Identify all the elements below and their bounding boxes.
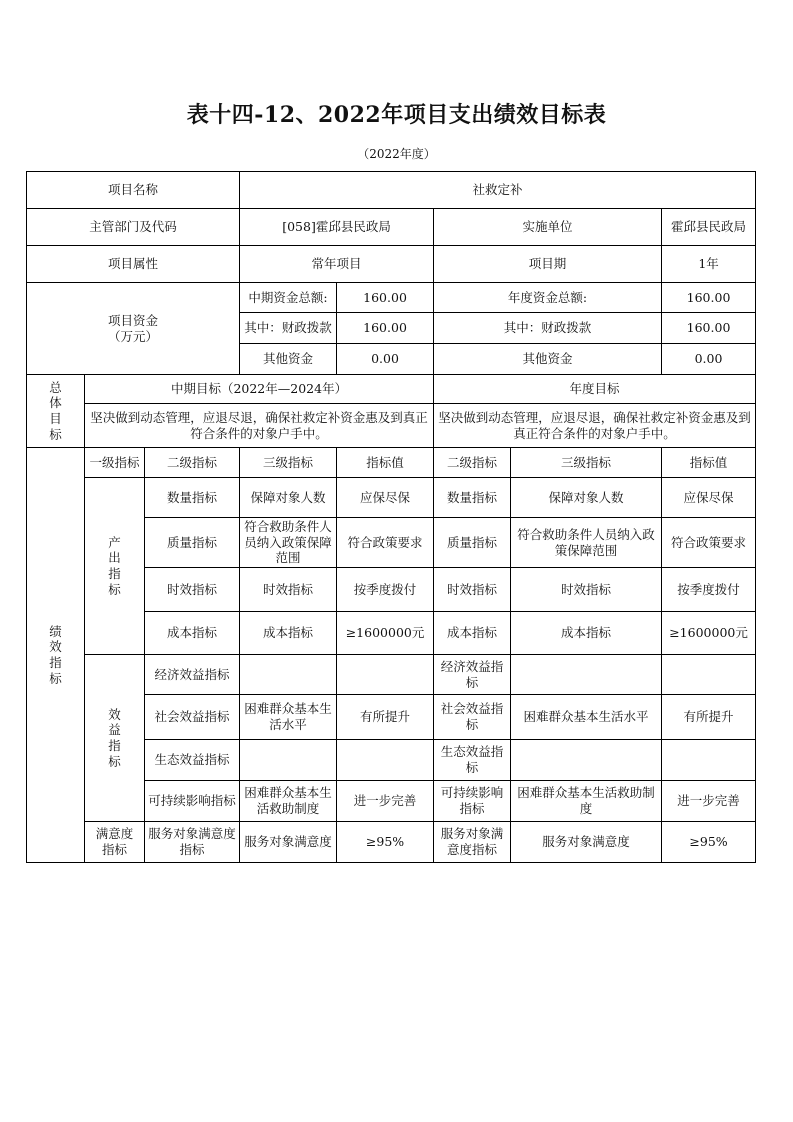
page-subtitle: （2022年度） [357,147,436,161]
indicator-value-annual [662,740,756,781]
indicator-l3-annual: 时效指标 [511,568,662,612]
performance-goal-table [26,171,756,863]
indicator-l3-annual: 符合救助条件人员纳入政策保障范围 [511,518,662,568]
mid-fiscal-value: 160.00 [337,313,434,344]
indicator-row [27,478,756,518]
year-other-label: 其他资金 [434,344,662,375]
header-level2: 二级指标 [145,448,240,478]
year-total-value: 160.00 [662,283,756,313]
overall-goal-label: 总 体 目 标 [27,375,85,448]
goals-text-row [27,404,756,448]
indicator-l3-annual [511,740,662,781]
indicator-value-annual: 按季度拨付 [662,568,756,612]
funds-row-total [27,283,756,313]
department-row [27,209,756,246]
indicator-l2: 成本指标 [145,612,240,655]
indicator-l3 [240,655,337,695]
indicator-l2-annual: 生态效益指标 [434,740,511,781]
impl-value: 霍邱县民政局 [662,209,756,246]
indicator-l2: 经济效益指标 [145,655,240,695]
indicator-l3: 保障对象人数 [240,478,337,518]
mid-other-label: 其他资金 [240,344,337,375]
indicator-l2-annual: 可持续影响指标 [434,781,511,822]
period-label: 项目期 [434,246,662,283]
indicator-value-annual: 符合政策要求 [662,518,756,568]
attribute-row [27,246,756,283]
indicator-l2-annual: 数量指标 [434,478,511,518]
attr-label: 项目属性 [27,246,240,283]
indicator-value-annual: ≥1600000元 [662,612,756,655]
indicator-value: ≥1600000元 [337,612,434,655]
indicator-value-annual: 进一步完善 [662,781,756,822]
indicator-value-annual [662,655,756,695]
indicator-l3-annual: 服务对象满意度 [511,822,662,863]
indicator-l3: 符合救助条件人员纳入政策保障范围 [240,518,337,568]
indicator-l2: 时效指标 [145,568,240,612]
indicator-l2-annual: 经济效益指标 [434,655,511,695]
indicator-l3: 时效指标 [240,568,337,612]
header-value-annual: 指标值 [662,448,756,478]
indicator-l3-annual: 成本指标 [511,612,662,655]
dept-label: 主管部门及代码 [27,209,240,246]
indicator-l2: 数量指标 [145,478,240,518]
indicator-header-row [27,448,756,478]
mid-total-value: 160.00 [337,283,434,313]
indicator-l3-annual: 保障对象人数 [511,478,662,518]
indicator-value: 有所提升 [337,695,434,740]
indicator-value [337,655,434,695]
year-other-value: 0.00 [662,344,756,375]
header-level3-annual: 三级指标 [511,448,662,478]
header-level3: 三级指标 [240,448,337,478]
indicator-l3-annual [511,655,662,695]
page-title: 表十四-12、2022年项目支出绩效目标表 [186,102,607,128]
indicator-row [27,655,756,695]
period-value: 1年 [662,246,756,283]
indicator-value: ≥95% [337,822,434,863]
year-fiscal-value: 160.00 [662,313,756,344]
year-goal-header: 年度目标 [434,375,756,404]
indicator-l3: 困难群众基本生活水平 [240,695,337,740]
indicator-l2: 生态效益指标 [145,740,240,781]
attr-value: 常年项目 [240,246,434,283]
indicator-value: 符合政策要求 [337,518,434,568]
mid-total-label: 中期资金总额: [240,283,337,313]
satisfaction-indicator-label: 满意度 指标 [85,822,145,863]
dept-value: [058]霍邱县民政局 [240,209,434,246]
project-name-value: 社救定补 [240,172,756,209]
indicator-l3-annual: 困难群众基本生活救助制度 [511,781,662,822]
performance-indicator-label: 绩 效 指 标 [27,448,85,863]
mid-goal-text: 坚决做到动态管理，应退尽退，确保社救定补资金惠及到真正符合条件的对象户手中。 [85,404,434,448]
indicator-l3: 服务对象满意度 [240,822,337,863]
mid-fiscal-label: 其中：财政拨款 [240,313,337,344]
benefit-indicator-label: 效 益 指 标 [85,655,145,822]
year-total-label: 年度资金总额: [434,283,662,313]
indicator-l2: 服务对象满意度指标 [145,822,240,863]
indicator-l2: 可持续影响指标 [145,781,240,822]
indicator-value: 应保尽保 [337,478,434,518]
year-goal-text: 坚决做到动态管理，应退尽退，确保社救定补资金惠及到真正符合条件的对象户手中。 [434,404,756,448]
funds-label: 项目资金 （万元） [27,283,240,375]
indicator-l2-annual: 成本指标 [434,612,511,655]
indicator-value-annual: 有所提升 [662,695,756,740]
indicator-l2-annual: 时效指标 [434,568,511,612]
indicator-l3: 成本指标 [240,612,337,655]
year-fiscal-label: 其中：财政拨款 [434,313,662,344]
goals-header-row [27,375,756,404]
indicator-value-annual: 应保尽保 [662,478,756,518]
indicator-row [27,822,756,863]
indicator-l3 [240,740,337,781]
indicator-value-annual: ≥95% [662,822,756,863]
mid-other-value: 0.00 [337,344,434,375]
header-level1: 一级指标 [85,448,145,478]
impl-label: 实施单位 [434,209,662,246]
indicator-l2-annual: 服务对象满意度指标 [434,822,511,863]
indicator-value: 进一步完善 [337,781,434,822]
header-value: 指标值 [337,448,434,478]
indicator-l3: 困难群众基本生活救助制度 [240,781,337,822]
indicator-l2: 质量指标 [145,518,240,568]
indicator-value: 按季度拨付 [337,568,434,612]
indicator-l3-annual: 困难群众基本生活水平 [511,695,662,740]
indicator-l2-annual: 社会效益指标 [434,695,511,740]
indicator-l2: 社会效益指标 [145,695,240,740]
indicator-l2-annual: 质量指标 [434,518,511,568]
mid-goal-header: 中期目标（2022年—2024年） [85,375,434,404]
project-name-row [27,172,756,209]
output-indicator-label: 产 出 指 标 [85,478,145,655]
header-level2-annual: 二级指标 [434,448,511,478]
project-name-label: 项目名称 [27,172,240,209]
indicator-value [337,740,434,781]
